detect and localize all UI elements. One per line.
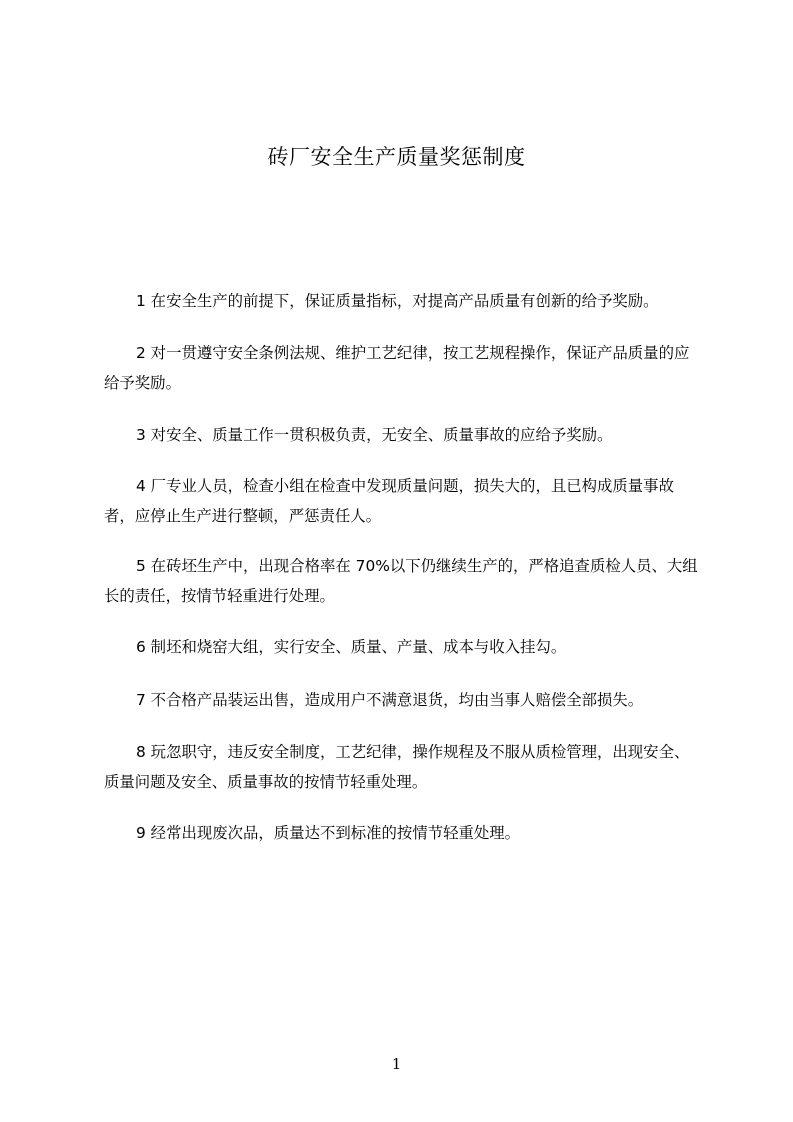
rule-paragraph-2: 2 对一贯遵守安全条例法规、维护工艺纪律，按工艺规程操作，保证产品质量的应给予奖励。 [104, 344, 690, 392]
page-number: 1 [391, 1055, 402, 1073]
rule-paragraph-6: 6 制坯和烧窑大组，实行安全、质量、产量、成本与收入挂勾。 [136, 638, 567, 656]
rule-paragraph-5: 5 在砖坯生产中，出现合格率在 70%以下仍继续生产的，严格追查质检人员、大组长的责任，按情节轻重进行处理。 [104, 557, 698, 605]
rule-paragraph-4: 4 厂专业人员，检查小组在检查中发现质量问题，损失大的，且已构成质量事故者，应停止生产进行整顿，严惩责任人。 [104, 477, 674, 525]
rule-paragraph-3: 3 对安全、质量工作一贯积极负责，无安全、质量事故的应给予奖励。 [136, 426, 613, 444]
rule-paragraph-9: 9 经常出现废次品，质量达不到标准的按情节轻重处理。 [136, 824, 521, 842]
rule-paragraph-1: 1 在安全生产的前提下，保证质量指标，对提高产品质量有创新的给予奖励。 [136, 292, 659, 310]
document-title: 砖厂安全生产质量奖惩制度 [267, 145, 526, 169]
rule-paragraph-7: 7 不合格产品装运出售，造成用户不满意退货，均由当事人赔偿全部损失。 [136, 691, 644, 709]
rule-paragraph-8: 8 玩忽职守，违反安全制度，工艺纪律，操作规程及不服从质检管理，出现安全、质量问题及安全、质量事故的按情节轻重处理。 [104, 743, 690, 791]
